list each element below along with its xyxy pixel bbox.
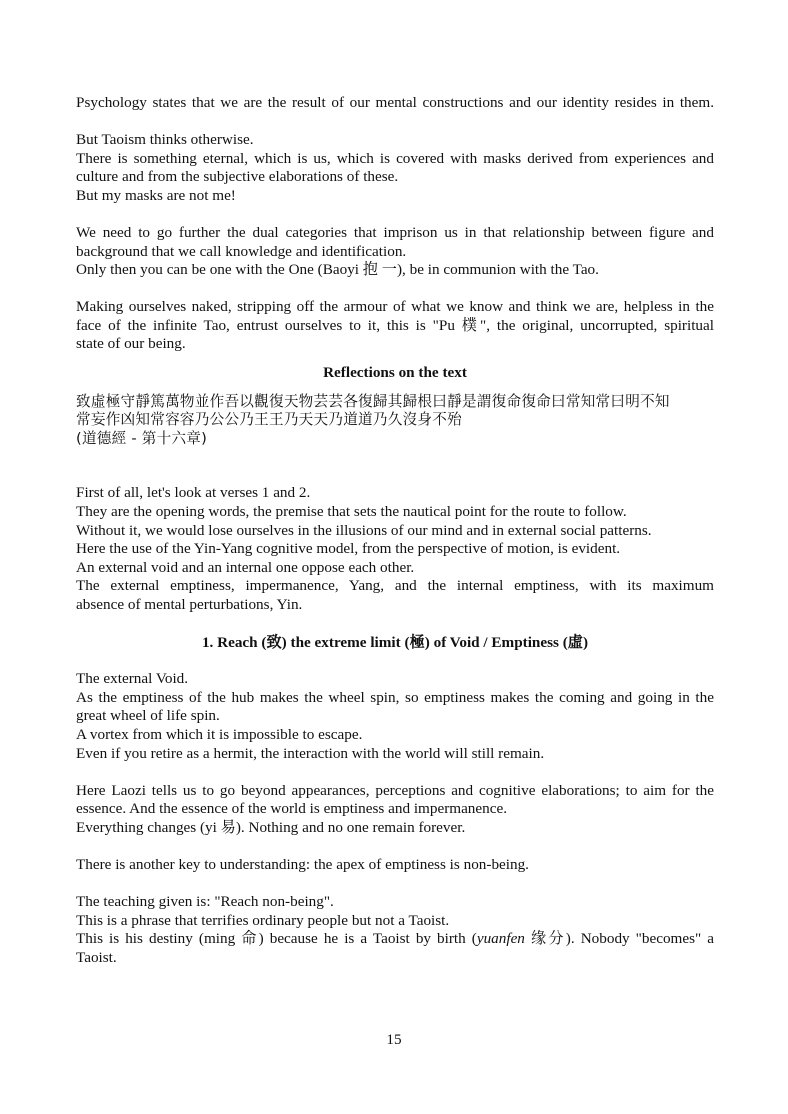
text-line: Making ourselves naked, stripping off the armour of what we know and think we are, helpless in the (76, 298, 714, 316)
text-line: absence of mental perturbations, Yin. (76, 595, 303, 613)
text-line: There is something eternal, which is us, which is covered with masks derived from experiences and (76, 149, 714, 167)
text-line: This is a phrase that terrifies ordinary people but not a Taoist. (76, 911, 450, 929)
paragraph (76, 782, 714, 838)
text-line: An external void and an internal one oppose each other. (76, 558, 415, 576)
text-line: Even if you retire as a hermit, the interaction with the world will still remain. (76, 744, 545, 762)
text-line: The external emptiness, impermanence, Yang, and the internal emptiness, with its maximum (76, 577, 714, 595)
text-line: state of our being. (76, 335, 186, 353)
chinese-line: 常妄作凶知常容容乃公公乃王王乃天天乃道道乃久沒身不殆 (76, 411, 462, 429)
text-line: Taoist. (76, 948, 117, 966)
text-line: Here the use of the Yin-Yang cognitive model, from the perspective of motion, is evident. (76, 540, 621, 558)
text-line: There is another key to understanding: the apex of emptiness is non-being. (76, 855, 529, 873)
chinese-text (76, 393, 714, 449)
page-number: 15 (386, 1031, 402, 1048)
text-segment: 缘分). Nobody "becomes" a (524, 930, 714, 948)
text-line: Psychology states that we are the result of our mental constructions and our identity resides in them. (76, 94, 714, 111)
text-line: Without it, we would lose ourselves in the illusions of our mind and in external social patterns. (76, 521, 652, 539)
paragraph (76, 298, 714, 354)
document-page (76, 94, 714, 967)
text-line: But Taoism thinks otherwise. (76, 131, 254, 149)
text-line: First of all, let's look at verses 1 and 2. (76, 484, 311, 502)
text-line: great wheel of life spin. (76, 707, 220, 725)
section-heading: Reflections on the text (323, 364, 467, 382)
paragraph (76, 484, 714, 614)
text-line: Only then you can be one with the One (Baoyi 抱 一), be in communion with the Tao. (76, 261, 599, 279)
section-heading: 1. Reach (致) the extreme limit (極) of Void / Emptiness (虛) (201, 633, 589, 651)
chinese-source: (道德經 - 第十六章) (76, 429, 208, 447)
chinese-line: 致虛極守靜篤萬物並作吾以觀復天物芸芸各復歸其歸根曰靜是謂復命復命曰常知常曰明不知 (76, 392, 670, 410)
italic-term: yuanfen (476, 930, 525, 948)
text-segment: This is his destiny (ming 命) because he is a Taoist by birth ( (76, 930, 477, 948)
text-line: A vortex from which it is impossible to escape. (76, 725, 363, 743)
text-line: As the emptiness of the hub makes the wheel spin, so emptiness makes the coming and going in the (76, 688, 714, 706)
paragraph (76, 893, 714, 967)
text-line: The teaching given is: "Reach non-being". (76, 893, 334, 910)
paragraph (76, 131, 714, 205)
text-line: Here Laozi tells us to go beyond appearances, perceptions and cognitive elaborations; to aim for the (76, 781, 714, 799)
paragraph (76, 94, 714, 113)
paragraph (76, 670, 714, 763)
paragraph (76, 224, 714, 280)
text-line: They are the opening words, the premise that sets the nautical point for the route to follow. (76, 503, 627, 520)
text-line: face of the infinite Tao, entrust ourselves to it, this is "Pu 樸", the original, uncorrupted, spiritual (76, 316, 714, 334)
text-line: But my masks are not me! (76, 186, 236, 204)
text-line: background that we call knowledge and identification. (76, 242, 407, 260)
text-line: The external Void. (76, 670, 189, 688)
text-line: culture and from the subjective elaborations of these. (76, 168, 399, 186)
text-line: We need to go further the dual categories that imprison us in that relationship between figure and (76, 223, 714, 241)
text-line: essence. And the essence of the world is emptiness and impermanence. (76, 800, 508, 818)
paragraph (76, 856, 714, 875)
text-line: Everything changes (yi 易). Nothing and no one remain forever. (76, 818, 466, 836)
text-line (76, 930, 714, 949)
